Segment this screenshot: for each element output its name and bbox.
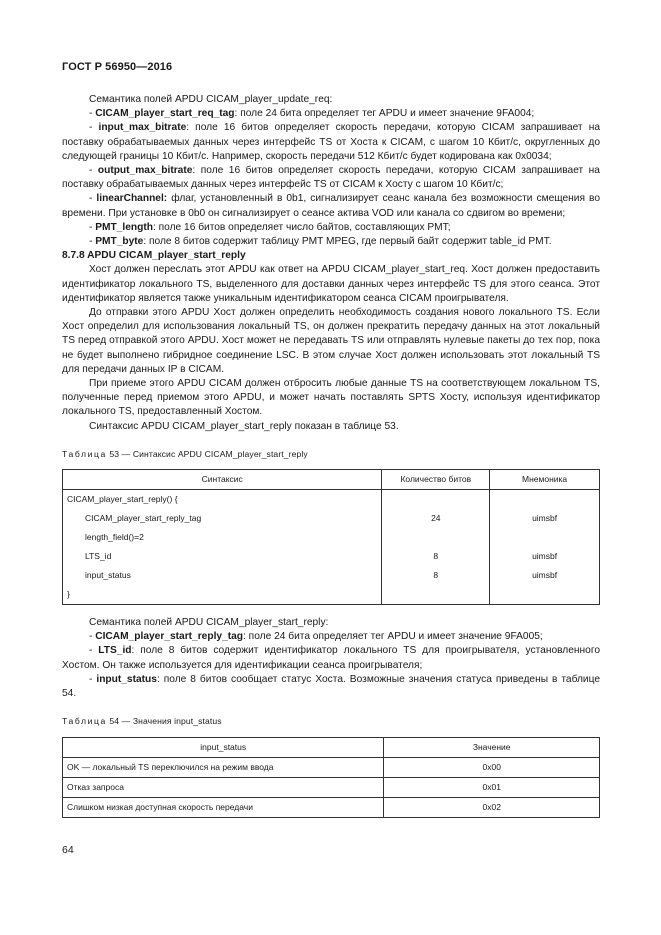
field-description: : поле 16 битов определяет скорость передачи, которую CICAM запрашивает на поставку обрабатываемых данных через интерфейс TS от CICAM к Хосту с шагом 10 Кбит/с; <box>62 165 600 191</box>
mnemonic-cell <box>490 585 600 605</box>
list-item: - CICAM_player_start_req_tag: поле 24 бита определяет тег APDU и имеет значение 9FA004; <box>89 108 535 120</box>
column-header: Мнемоника <box>490 470 600 490</box>
page-number: 64 <box>62 844 74 856</box>
table-row <box>63 509 600 528</box>
field-description: : поле 16 битов определяет число байтов, составляющих PMT; <box>152 221 451 233</box>
field-description: : поле 8 битов содержит таблицу PMT MPEG, где первый байт содержит table_id PMT. <box>143 236 552 248</box>
mnemonic-cell <box>490 528 600 547</box>
status-cell: OK — локальный TS переключился на режим ввода <box>63 757 384 777</box>
value-cell: 0x01 <box>384 777 600 797</box>
paragraph: Семантика полей APDU CICAM_player_start_reply: <box>89 617 329 629</box>
caption-prefix: Таблица <box>62 448 107 459</box>
field-description: : поле 8 битов содержит идентификатор локального TS для проигрывателя, установленного Хостом. Он также используется для идентификации сеанса проигрывателя; <box>62 645 600 671</box>
mnemonic-cell <box>490 490 600 510</box>
table-row <box>63 566 600 585</box>
table-row <box>63 528 600 547</box>
field-term: input_status <box>96 673 157 685</box>
field-description: : поле 16 битов определяет скорость передачи, которую CICAM запрашивает на поставку обрабатываемых данных через интерфейс TS от Хоста к CICAM, с шагом 10 Кбит/с, округленных до следующей границы 10 Кбит/с. Например, скорость передачи 512 Кбит/с будет кодирована как 0x0034; <box>62 122 600 162</box>
bits-cell <box>382 490 490 510</box>
caption-prefix: Таблица <box>62 716 107 727</box>
table-54 <box>62 737 600 818</box>
list-item: - CICAM_player_start_reply_tag: поле 24 бита определяет тег APDU и имеет значение 9FA005; <box>89 631 543 643</box>
bits-cell: 24 <box>382 509 490 528</box>
value-cell: 0x02 <box>384 797 600 817</box>
list-item: - output_max_bitrate: поле 16 битов определяет скорость передачи, которую CICAM запрашивает на поставку обрабатываемых данных через интерфейс TS от CICAM к Хосту с шагом 10 Кбит/с; <box>62 165 600 191</box>
table-header-row <box>63 737 600 757</box>
mnemonic-cell: uimsbf <box>490 509 600 528</box>
status-cell: Слишком низкая доступная скорость передачи <box>63 797 384 817</box>
section-heading: 8.7.8 APDU CICAM_player_start_reply <box>62 250 246 262</box>
field-term: LTS_id <box>98 645 132 657</box>
paragraph: При приеме этого APDU CICAM должен отбросить любые данные TS на соответствующем локальном TS, полученные перед приемом этого APDU, и может начать поставлять SPTS Хосту, используя идентификатор локального TS, предоставленный Хостом. <box>62 378 600 418</box>
field-term: input_max_bitrate <box>98 122 187 134</box>
table-54-caption <box>62 714 600 728</box>
paragraph: До отправки этого APDU Хост должен определить необходимость создания нового локального TS. Если Хост определил для использования локальный TS, он должен прекратить передачу данных на этот локальный TS перед отправкой этого APDU. Хост может не передавать TS или отправлять нулевые пакеты до тех пор, пока не будет выполнено гибридное соединение LSC. В этом случае Хост должен использовать этот локальный TS для передачи данных IP в CICAM. <box>62 307 600 375</box>
paragraph: Семантика полей APDU CICAM_player_update_req: <box>89 94 333 105</box>
field-term: CICAM_player_start_reply_tag <box>95 631 244 643</box>
table-53 <box>62 469 600 605</box>
mnemonic-cell: uimsbf <box>490 566 600 585</box>
field-description: флаг, установленный в 0b1, сигнализирует сеанс канала без возможности смещения во времени. При установке в 0b0 он сигнализирует о сеансе актива VOD или канала со сдвигом во времени; <box>62 193 600 219</box>
bits-cell <box>382 528 490 547</box>
syntax-cell: } <box>63 585 382 605</box>
table-row <box>63 777 600 797</box>
page-content <box>62 93 600 818</box>
list-item: - input_status: поле 8 битов сообщает статус Хоста. Возможные значения статуса приведены в таблице 54. <box>62 673 600 700</box>
list-item: - PMT_byte: поле 8 битов содержит таблицу PMT MPEG, где первый байт содержит table_id PMT. <box>89 236 552 248</box>
column-header: Количество битов <box>382 470 490 490</box>
paragraph: Синтаксис APDU CICAM_player_start_reply показан в таблице 53. <box>89 420 399 432</box>
syntax-cell: CICAM_player_start_reply() { <box>63 490 382 510</box>
list-item: - input_max_bitrate: поле 16 битов определяет скорость передачи, которую CICAM запрашивает на поставку обрабатываемых данных через интерфейс TS от Хоста к CICAM, с шагом 10 Кбит/с, округленных до следующей границы 10 Кбит/с. Например, скорость передачи 512 Кбит/с будет кодирована как 0x0034; <box>62 122 600 162</box>
table-row <box>63 490 600 510</box>
field-term: linearChannel: <box>96 193 168 205</box>
list-item: - linearChannel: флаг, установленный в 0b1, сигнализирует сеанс канала без возможности смещения во времени. При установке в 0b0 он сигнализирует о сеансе актива VOD или канала со сдвигом во времени; <box>62 193 600 219</box>
bits-cell: 8 <box>382 547 490 566</box>
caption-text: 54 — Значения input_status <box>106 716 222 727</box>
field-description: : поле 8 битов сообщает статус Хоста. Возможные значения статуса приведены в таблице 54. <box>62 673 600 700</box>
field-term: PMT_byte <box>95 236 144 248</box>
column-header: Значение <box>384 737 600 757</box>
syntax-cell: LTS_id <box>63 547 382 566</box>
value-cell: 0x00 <box>384 757 600 777</box>
field-description: : поле 24 бита определяет тег APDU и имеет значение 9FA005; <box>243 631 543 643</box>
column-header: Синтаксис <box>63 470 382 490</box>
bits-cell <box>382 585 490 605</box>
table-row <box>63 547 600 566</box>
paragraph: Хост должен переслать этот APDU как ответ на APDU CICAM_player_start_req. Хост должен предоставить идентификатор локального TS, выделенного для доставки данных через интерфейс TS для этого сеанса. Этот идентификатор является также уникальным идентификатором сеанса CICAM проигрывателя. <box>62 264 600 304</box>
table-header-row <box>63 470 600 490</box>
document-header: ГОСТ Р 56950—2016 <box>62 61 173 73</box>
table-row <box>63 585 600 605</box>
field-description: : поле 24 бита определяет тег APDU и имеет значение 9FA004; <box>234 108 535 120</box>
bits-cell: 8 <box>382 566 490 585</box>
field-term: CICAM_player_start_req_tag <box>95 108 235 120</box>
table-row <box>63 757 600 777</box>
mnemonic-cell: uimsbf <box>490 547 600 566</box>
column-header: input_status <box>63 737 384 757</box>
caption-text: 53 — Синтаксис APDU CICAM_player_start_reply <box>106 448 308 459</box>
syntax-cell: input_status <box>63 566 382 585</box>
table-53-caption <box>62 447 600 461</box>
field-term: PMT_length <box>95 221 153 233</box>
field-term: output_max_bitrate <box>97 165 193 177</box>
list-item: - LTS_id: поле 8 битов содержит идентификатор локального TS для проигрывателя, установленного Хостом. Он также используется для идентификации сеанса проигрывателя; <box>62 645 600 671</box>
table-row <box>63 797 600 817</box>
status-cell: Отказ запроса <box>63 777 384 797</box>
syntax-cell: length_field()=2 <box>63 528 382 547</box>
syntax-cell: CICAM_player_start_reply_tag <box>63 509 382 528</box>
list-item: - PMT_length: поле 16 битов определяет число байтов, составляющих PMT; <box>89 221 451 233</box>
